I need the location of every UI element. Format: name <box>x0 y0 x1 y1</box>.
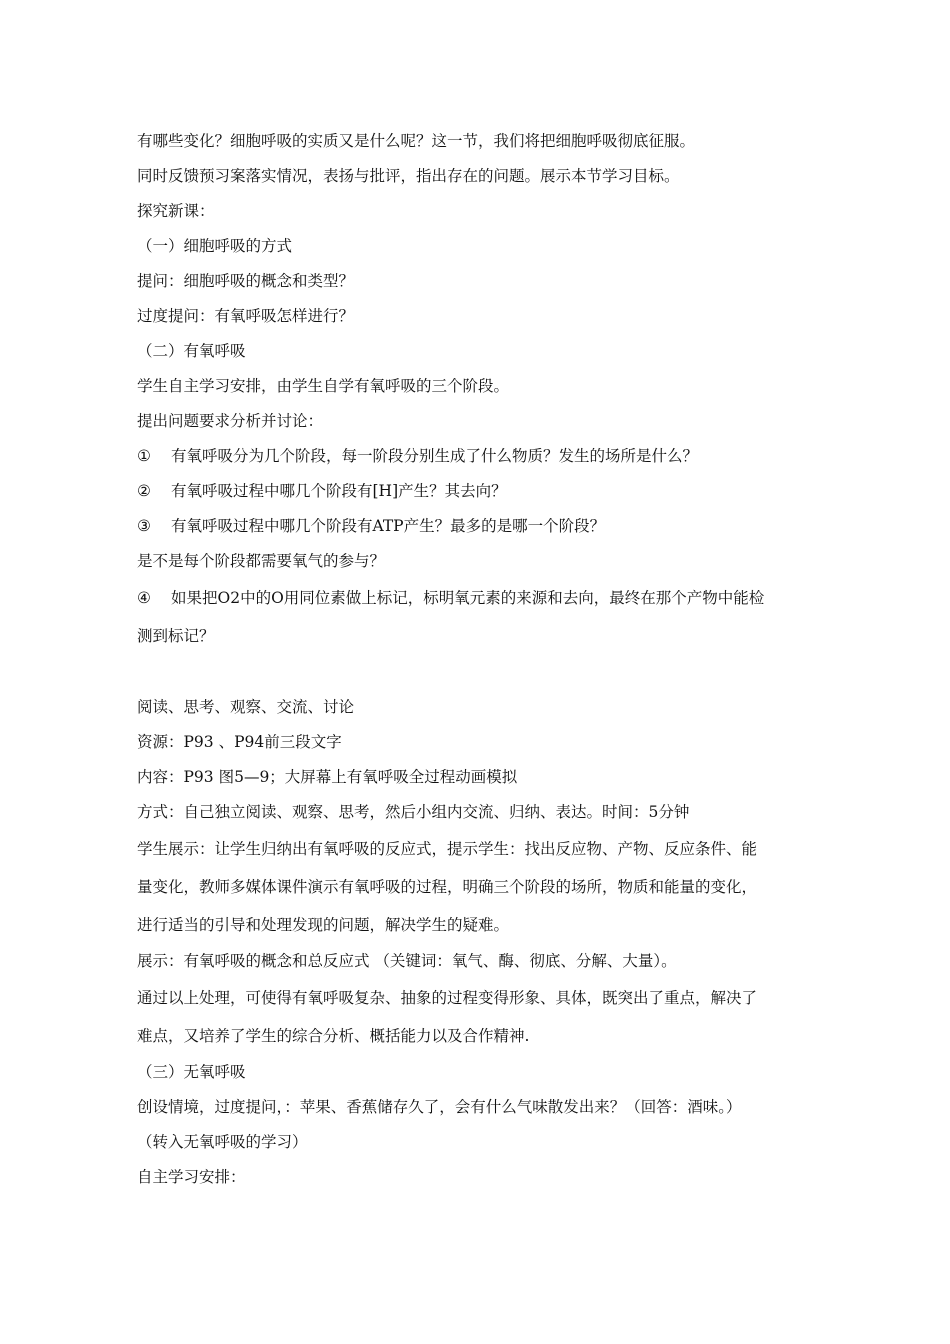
text-line: 学生展示：让学生归纳出有氧呼吸的反应式，提示学生：找出反应物、产物、反应条件、能 <box>137 840 758 858</box>
text-line: 内容：P93 图5—9；大屏幕上有氧呼吸全过程动画模拟 <box>137 768 518 786</box>
text-line: 同时反馈预习案落实情况，表扬与批评，指出存在的问题。展示本节学习目标。 <box>137 167 680 185</box>
question-item <box>137 439 827 474</box>
text-line: 资源：P93 、P94前三段文字 <box>137 733 342 751</box>
question-number: ④ <box>137 589 151 607</box>
section-heading-1: （一）细胞呼吸的方式 <box>137 237 293 255</box>
text-line: 展示：有氧呼吸的概念和总反应式 （关键词：氧气、酶、彻底、分解、大量）。 <box>137 952 677 970</box>
question-item <box>137 509 827 544</box>
section-heading-3: （三）无氧呼吸 <box>137 1063 246 1081</box>
text-line: 阅读、思考、观察、交流、讨论 <box>137 698 355 716</box>
question-text: 如果把O2中的O用同位素做上标记，标明氧元素的来源和去向，最终在那个产物中能检 <box>171 589 765 607</box>
question-number: ③ <box>137 517 151 535</box>
text-line: 自主学习安排： <box>137 1168 246 1186</box>
text-line: 方式：自己独立阅读、观察、思考，然后小组内交流、归纳、表达。时间：5分钟 <box>137 803 690 821</box>
text-line: 通过以上处理，可使得有氧呼吸复杂、抽象的过程变得形象、具体，既突出了重点，解决了 <box>137 989 758 1007</box>
text-line: 过度提问：有氧呼吸怎样进行？ <box>137 307 355 325</box>
question-number: ① <box>137 447 151 465</box>
question-number: ② <box>137 482 151 500</box>
blank-line <box>137 655 827 690</box>
text-line: 创设情境，过度提问，：苹果、香蕉储存久了，会有什么气味散发出来？（回答：酒味。） <box>137 1098 742 1116</box>
text-line: （转入无氧呼吸的学习） <box>137 1133 308 1151</box>
question-text: 有氧呼吸过程中哪几个阶段有[H]产生？其去向？ <box>171 482 507 500</box>
document-body <box>137 124 827 1195</box>
question-item <box>137 579 827 617</box>
section-heading-2: （二）有氧呼吸 <box>137 342 246 360</box>
text-line: 量变化，教师多媒体课件演示有氧呼吸的过程，明确三个阶段的场所，物质和能量的变化， <box>137 878 758 896</box>
text-line: 是不是每个阶段都需要氧气的参与？ <box>137 552 386 570</box>
text-line: 有哪些变化？细胞呼吸的实质又是什么呢？这一节，我们将把细胞呼吸彻底征服。 <box>137 132 696 150</box>
question-item <box>137 474 827 509</box>
text-line: 探究新课： <box>137 202 215 220</box>
text-line: 提出问题要求分析并讨论： <box>137 412 324 430</box>
text-line: 进行适当的引导和处理发现的问题，解决学生的疑难。 <box>137 916 510 934</box>
text-line: 难点，又培养了学生的综合分析、概括能力以及合作精神. <box>137 1027 530 1045</box>
question-text: 有氧呼吸过程中哪几个阶段有ATP产生？最多的是哪一个阶段？ <box>171 517 606 535</box>
text-line: 学生自主学习安排，由学生自学有氧呼吸的三个阶段。 <box>137 377 510 395</box>
text-line: 提问：细胞呼吸的概念和类型？ <box>137 272 355 290</box>
text-line: 测到标记？ <box>137 627 215 645</box>
question-text: 有氧呼吸分为几个阶段，每一阶段分别生成了什么物质？发生的场所是什么？ <box>171 447 699 465</box>
